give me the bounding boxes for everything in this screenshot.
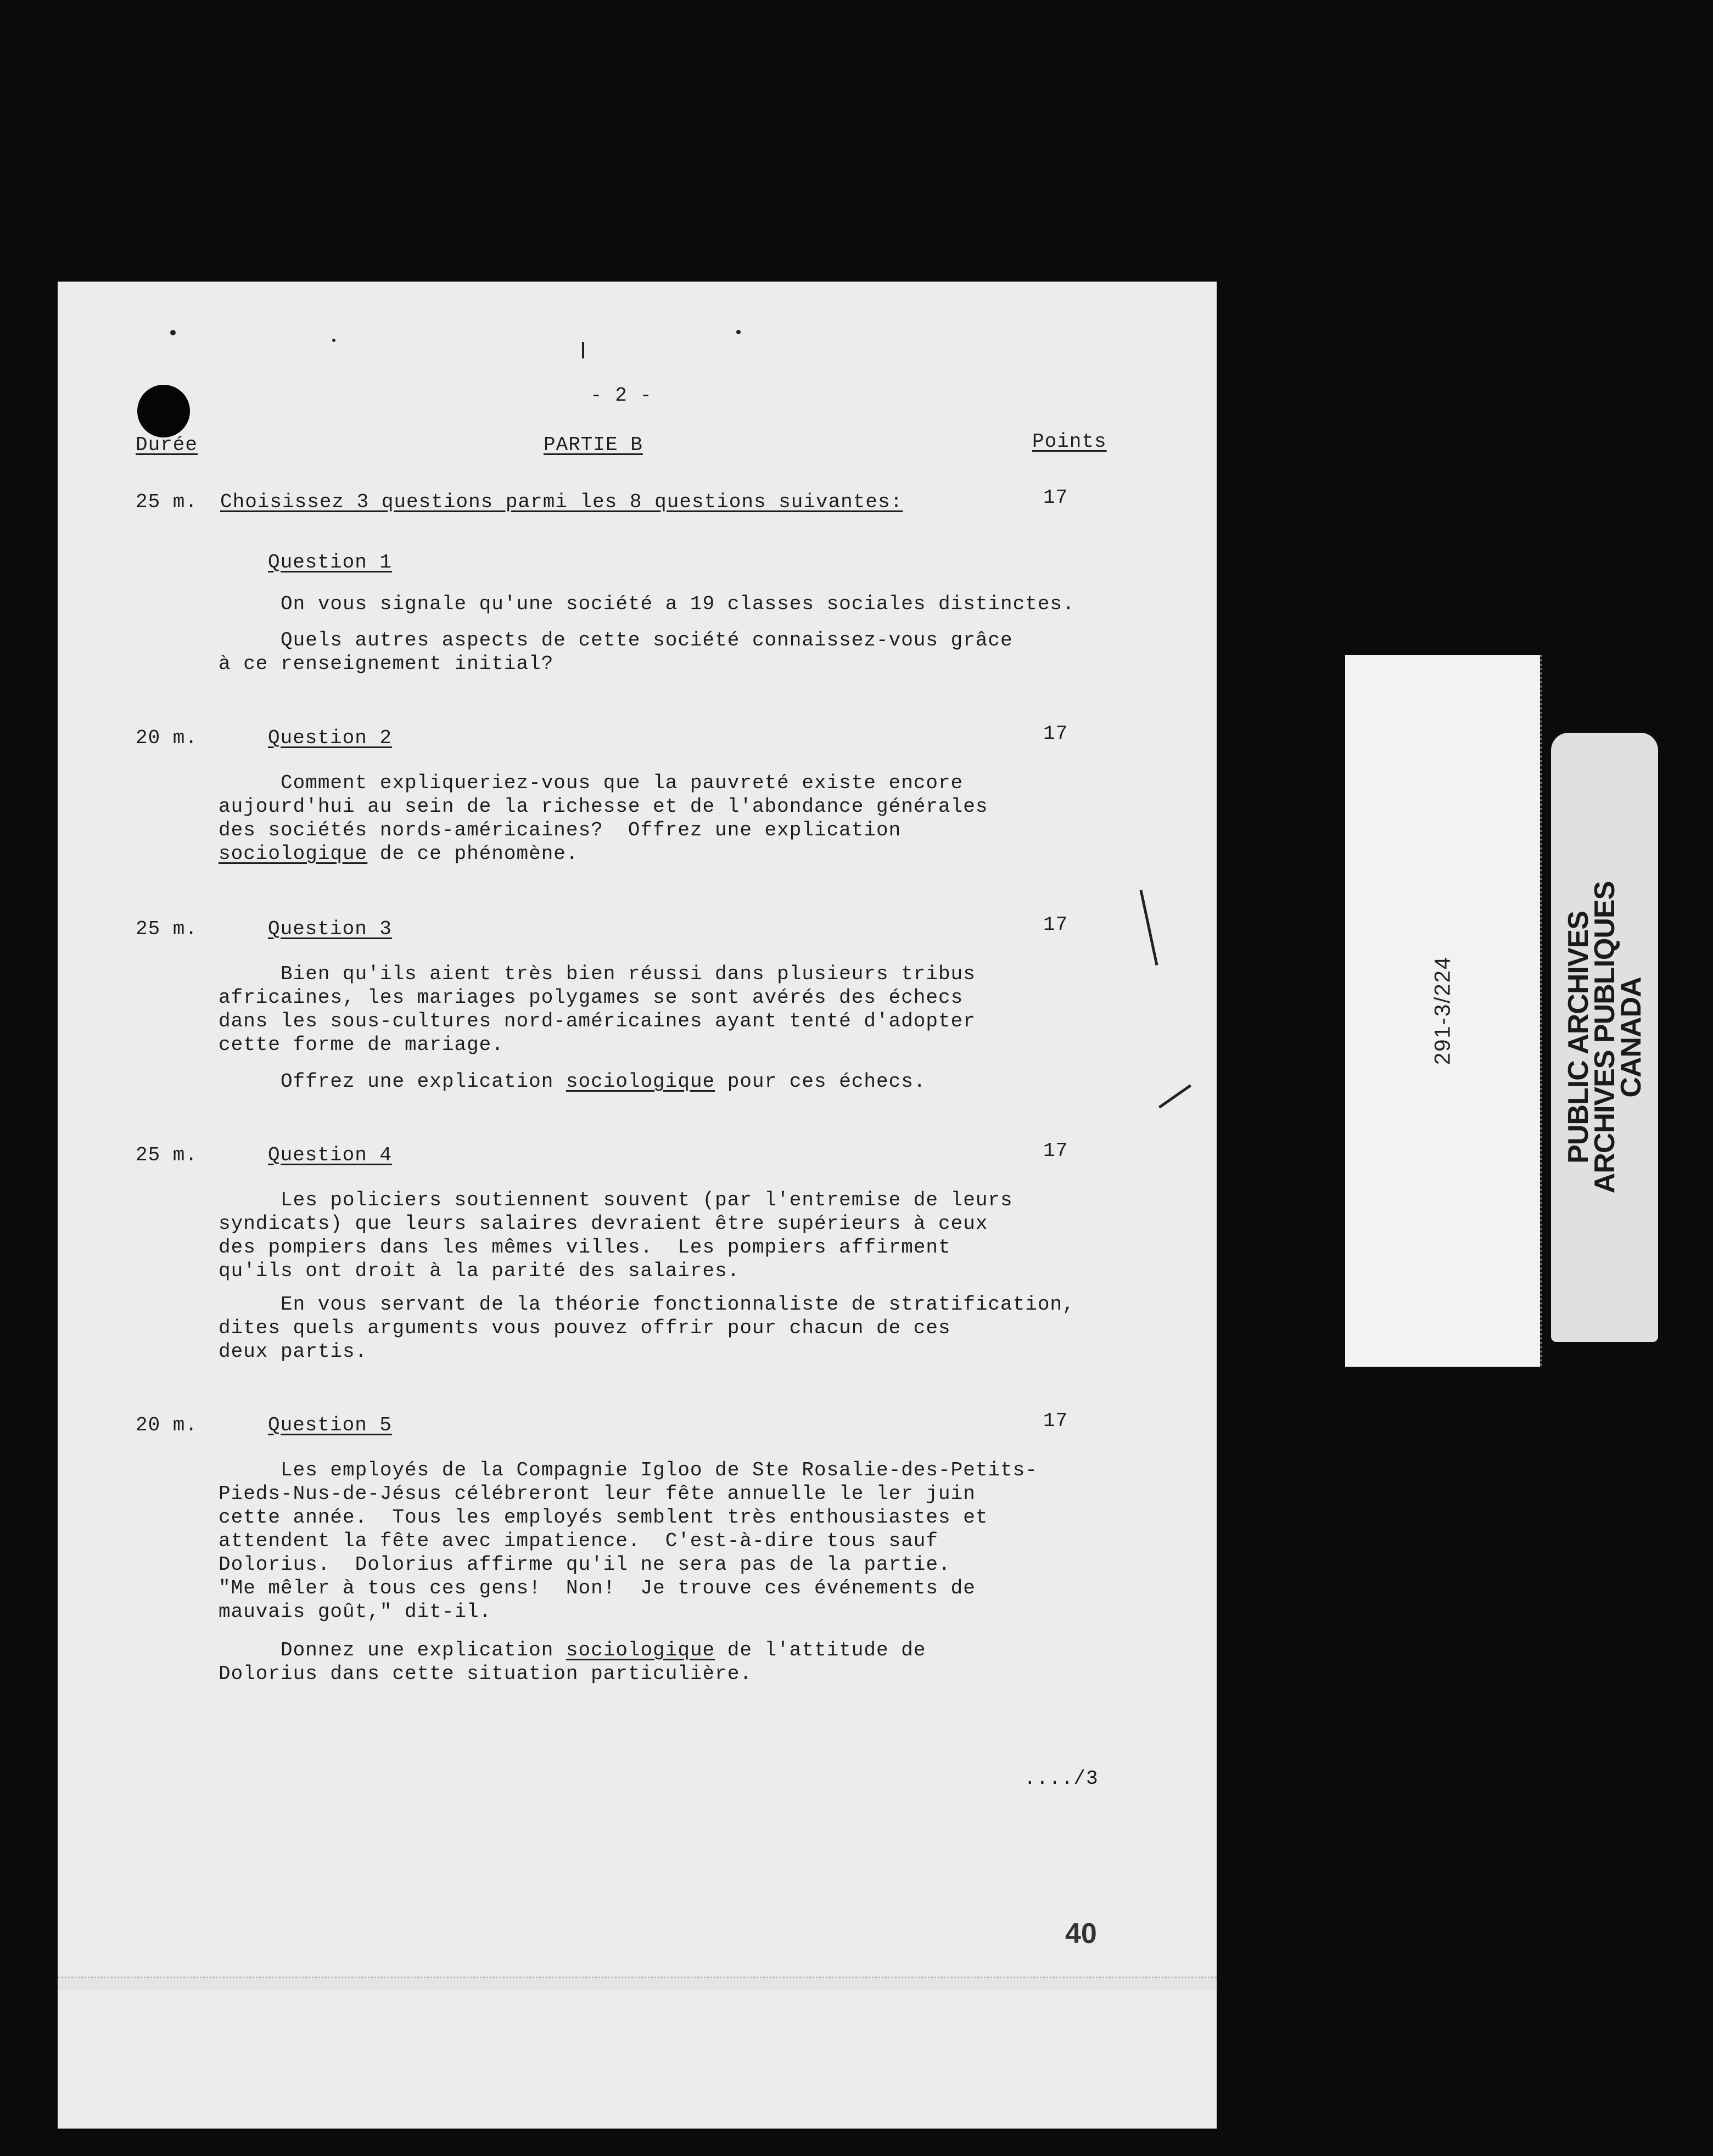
document-page xyxy=(58,282,1217,2129)
archive-reference-card xyxy=(1345,655,1540,1367)
speck xyxy=(170,330,176,335)
speck xyxy=(736,330,741,334)
question-5-sociologique: sociologique xyxy=(566,1639,715,1661)
intro-duree: 25 m. xyxy=(136,491,198,513)
archive-label-text xyxy=(1562,881,1647,1194)
question-1-paragraph-2: Quels autres aspects de cette société connaissez-vous grâce à ce renseignement initial? xyxy=(219,629,1013,675)
continuation-mark: ..../3 xyxy=(1024,1767,1099,1790)
question-1-paragraph-1: On vous signale qu'une société a 19 classes sociales distinctes. xyxy=(219,593,1075,615)
question-2-text-end: de ce phénomène. xyxy=(367,843,579,865)
question-3-text-end: pour ces échecs. xyxy=(715,1070,926,1093)
question-3-points: 17 xyxy=(1043,913,1068,936)
question-2-text: Comment expliqueriez-vous que la pauvreté existe encore aujourd'hui au sein de la richesse et de l'abondance générales des sociétés nords-américaines? Offrez une explication xyxy=(219,772,988,841)
page-bottom-edge xyxy=(58,1977,1217,1990)
question-2-title: Question 2 xyxy=(268,727,393,749)
question-2-duree: 20 m. xyxy=(136,727,198,749)
archive-label-line-2: ARCHIVES PUBLIQUES xyxy=(1588,881,1621,1194)
question-4-paragraph-1: Les policiers soutiennent souvent (par l'entremise de leurs syndicats) que leurs salaires devraient être supérieurs à ceux des pompiers dans les mêmes villes. Les pompiers affirment qu'ils ont droit à la parité des salaires. xyxy=(219,1189,1013,1282)
question-1-title: Question 1 xyxy=(268,551,393,574)
header-points: Points xyxy=(1032,430,1107,453)
question-4-title: Question 4 xyxy=(268,1144,393,1166)
question-3-paragraph-2 xyxy=(219,1070,926,1093)
question-2-points: 17 xyxy=(1043,722,1068,745)
question-4-duree: 25 m. xyxy=(136,1144,198,1166)
archive-label xyxy=(1551,733,1658,1342)
question-4-paragraph-2: En vous servant de la théorie fonctionnaliste de stratification, dites quels arguments vous pouvez offrir pour chacun de ces deux partis. xyxy=(219,1293,1075,1363)
archive-label-line-3: CANADA xyxy=(1615,977,1647,1098)
question-4-points: 17 xyxy=(1043,1139,1068,1162)
question-5-text-end: de l'attitude de Dolorius dans cette situation particulière. xyxy=(219,1639,926,1685)
question-3-duree: 25 m. xyxy=(136,918,198,940)
question-3-title: Question 3 xyxy=(268,918,393,940)
stamped-page-number: 40 xyxy=(1065,1918,1097,1950)
question-2-paragraph xyxy=(219,771,988,866)
question-5-points: 17 xyxy=(1043,1410,1068,1432)
archive-reference-number: 291-3/224 xyxy=(1430,956,1455,1065)
header-partie: PARTIE B xyxy=(544,434,643,456)
intro-points: 17 xyxy=(1043,486,1068,509)
speck xyxy=(332,339,335,342)
archive-label-line-1: PUBLIC ARCHIVES xyxy=(1562,911,1594,1164)
intro-text: Choisissez 3 questions parmi les 8 questions suivantes: xyxy=(220,491,903,513)
question-2-sociologique: sociologique xyxy=(219,843,368,865)
page-number: - 2 - xyxy=(590,384,653,407)
question-3-paragraph-1: Bien qu'ils aient très bien réussi dans plusieurs tribus africaines, les mariages polygames se sont avérés des échecs dans les sous-cultures nord-américaines ayant tenté d'adopter cette forme de mariage. xyxy=(219,963,976,1056)
pen-mark xyxy=(582,342,584,358)
question-5-title: Question 5 xyxy=(268,1414,393,1436)
question-3-sociologique: sociologique xyxy=(566,1070,715,1093)
header-duree: Durée xyxy=(136,434,198,456)
card-perforated-edge xyxy=(1535,655,1542,1367)
question-3-text: Offrez une explication xyxy=(219,1070,566,1093)
punch-hole xyxy=(137,385,190,437)
question-5-paragraph-2 xyxy=(219,1638,926,1686)
question-5-paragraph-1: Les employés de la Compagnie Igloo de Ste Rosalie-des-Petits- Pieds-Nus-de-Jésus célébreront leur fête annuelle le ler juin cette année. Tous les employés semblent très enthousiastes et attendent la fête avec impatience. C'est-à-dire tous sauf Dolorius. Dolorius affirme qu'il ne sera pas de la partie. "Me mêler à tous ces gens! Non! Je trouve ces événements de mauvais goût," dit-il. xyxy=(219,1459,1038,1623)
question-5-duree: 20 m. xyxy=(136,1414,198,1436)
question-5-text: Donnez une explication xyxy=(219,1639,566,1661)
